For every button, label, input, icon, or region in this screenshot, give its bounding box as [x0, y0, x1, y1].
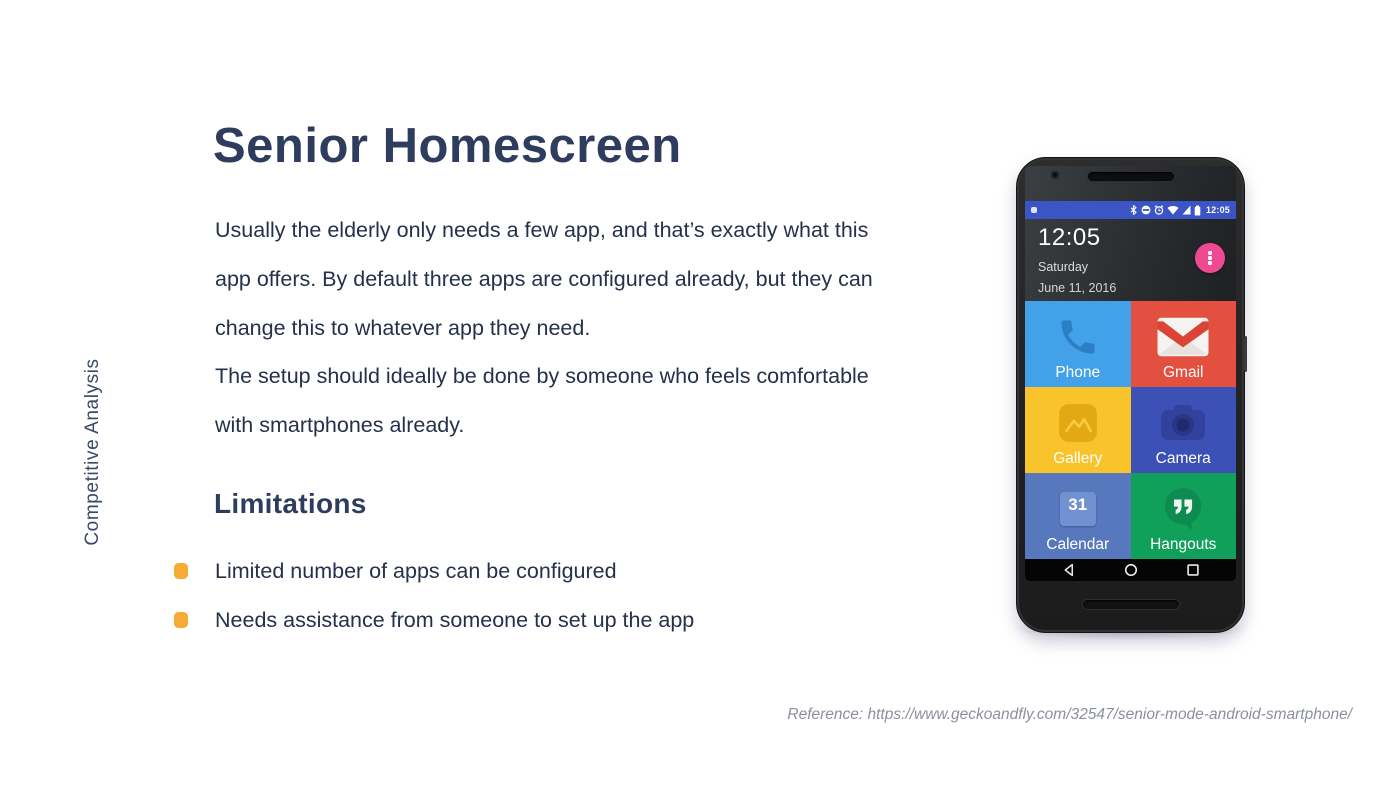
app-tile-camera[interactable] — [1131, 387, 1237, 473]
earpiece-speaker — [1088, 172, 1174, 181]
status-icons — [1129, 204, 1230, 216]
body-line: Usually the elderly only needs a few app, and that’s exactly what this — [215, 218, 869, 242]
phone-body — [1016, 157, 1245, 633]
navigation-bar — [1025, 559, 1236, 581]
phone-handset-icon — [1056, 315, 1100, 359]
gmail-envelope-icon — [1157, 317, 1209, 357]
body-paragraph — [215, 206, 955, 450]
body-line: with smartphones already. — [215, 413, 465, 438]
ellipsis-icon — [1208, 251, 1211, 254]
bluetooth-icon — [1129, 204, 1138, 216]
app-label: Camera — [1155, 450, 1211, 467]
limitations-heading: Limitations — [214, 488, 367, 519]
signal-icon — [1182, 205, 1191, 215]
power-button — [1244, 336, 1247, 372]
gallery-photo-icon — [1057, 402, 1099, 444]
overflow-fab-button[interactable] — [1195, 243, 1225, 273]
back-icon[interactable] — [1062, 563, 1075, 577]
app-label: Gallery — [1053, 450, 1103, 467]
wifi-icon — [1167, 205, 1179, 215]
app-grid — [1025, 301, 1236, 559]
body-line: app offers. By default three apps are configured already, but they can — [215, 266, 873, 291]
sidebar-vertical-label: Competitive Analysis — [82, 358, 103, 546]
status-time: 12:05 — [1205, 205, 1230, 215]
camera-icon — [1159, 403, 1207, 443]
calendar-day-number: 31 — [1068, 495, 1088, 514]
app-label: Calendar — [1046, 536, 1110, 553]
body-line: change this to whatever app they need. — [215, 315, 591, 340]
lockscreen-clock-area — [1025, 219, 1236, 301]
home-icon[interactable] — [1124, 563, 1138, 577]
calendar-icon — [1060, 492, 1096, 526]
bullet-text: Needs assistance from someone to set up the app — [215, 607, 695, 632]
bullet-item — [174, 605, 694, 635]
alarm-icon — [1154, 205, 1164, 215]
clock-time: 12:05 — [1038, 224, 1101, 251]
app-tile-gallery[interactable] — [1025, 387, 1131, 473]
bullet-marker-icon — [174, 612, 188, 628]
bottom-speaker — [1083, 600, 1179, 609]
app-label: Phone — [1055, 364, 1101, 381]
body-line: The setup should ideally be done by someone who feels comfortable — [215, 364, 869, 389]
bullet-text: Limited number of apps can be configured — [215, 558, 617, 583]
bullet-marker-icon — [174, 563, 188, 579]
reference-caption: Reference: https://www.geckoandfly.com/32547/senior-mode-android-smartphone/ — [787, 706, 1352, 723]
hangouts-quote-icon — [1162, 486, 1204, 532]
phone-screen — [1025, 166, 1236, 581]
app-label: Gmail — [1163, 364, 1204, 381]
top-bezel — [1025, 166, 1236, 201]
app-tile-phone[interactable] — [1025, 301, 1131, 387]
clock-date: June 11, 2016 — [1038, 281, 1117, 295]
app-tile-gmail[interactable] — [1131, 301, 1237, 387]
app-tile-hangouts[interactable] — [1131, 473, 1237, 559]
notification-icon — [1031, 207, 1037, 213]
app-tile-calendar[interactable] — [1025, 473, 1131, 559]
clock-day: Saturday — [1038, 260, 1089, 274]
bullet-item — [174, 556, 617, 586]
do-not-disturb-icon — [1141, 205, 1151, 215]
status-bar — [1025, 201, 1236, 219]
battery-icon — [1194, 205, 1201, 216]
phone-screenshot — [1010, 150, 1250, 638]
page-title: Senior Homescreen — [213, 119, 682, 173]
front-camera-icon — [1051, 171, 1059, 179]
recents-icon[interactable] — [1187, 564, 1199, 576]
app-label: Hangouts — [1150, 536, 1217, 553]
